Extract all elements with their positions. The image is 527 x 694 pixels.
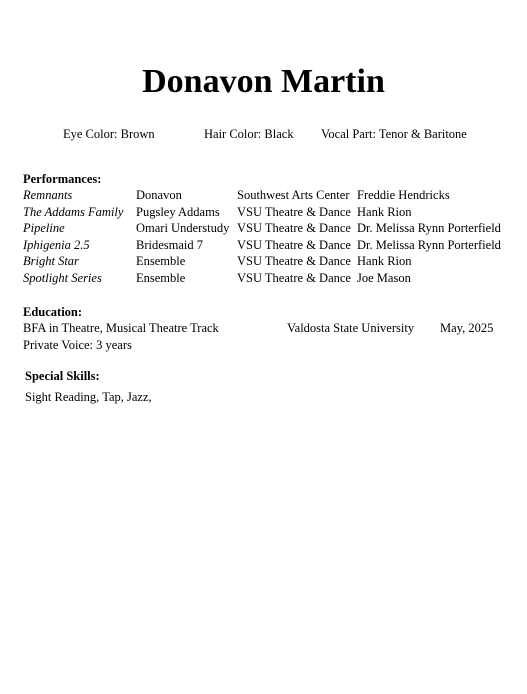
eye-color: Eye Color: Brown [63, 127, 155, 141]
venue: VSU Theatre & Dance [237, 270, 351, 285]
private-voice: Private Voice: 3 years [23, 338, 132, 352]
director: Hank Rion [357, 204, 412, 219]
show-title: Remnants [23, 188, 73, 202]
show-title: Bright Star [23, 254, 79, 268]
venue: VSU Theatre & Dance [237, 204, 351, 219]
performer-name: Donavon Martin [142, 63, 385, 100]
table-row [23, 253, 501, 270]
skills-heading: Special Skills: [25, 369, 100, 383]
vocal-part: Vocal Part: Tenor & Baritone [321, 127, 467, 141]
table-row [23, 204, 501, 221]
venue: VSU Theatre & Dance [237, 221, 351, 235]
education-heading: Education: [23, 305, 83, 319]
director: Joe Mason [357, 270, 411, 285]
role: Ensemble [136, 270, 186, 285]
role: Ensemble [136, 254, 186, 268]
performances-heading: Performances: [23, 172, 102, 186]
table-row [23, 237, 501, 254]
show-title: Iphigenia 2.5 [23, 237, 90, 252]
venue: Southwest Arts Center [237, 188, 350, 202]
show-title: Pipeline [23, 221, 65, 235]
venue: VSU Theatre & Dance [237, 237, 351, 252]
skills-list: Sight Reading, Tap, Jazz, [25, 390, 152, 404]
director: Hank Rion [357, 254, 412, 268]
venue: VSU Theatre & Dance [237, 254, 351, 268]
hair-color: Hair Color: Black [204, 127, 294, 141]
table-row [23, 220, 501, 237]
show-title: Spotlight Series [23, 270, 102, 285]
role: Donavon [136, 188, 182, 202]
degree: BFA in Theatre, Musical Theatre Track [23, 321, 219, 335]
director: Dr. Melissa Rynn Porterfield [357, 237, 501, 252]
role: Omari Understudy [136, 221, 230, 235]
table-row [23, 270, 501, 287]
role: Bridesmaid 7 [136, 237, 204, 252]
table-row [23, 187, 501, 204]
role: Pugsley Addams [136, 204, 220, 219]
director: Freddie Hendricks [357, 188, 450, 202]
school: Valdosta State University [287, 321, 415, 335]
performances-table [23, 187, 501, 286]
graduation-date: May, 2025 [440, 321, 494, 335]
show-title: The Addams Family [23, 204, 124, 219]
director: Dr. Melissa Rynn Porterfield [357, 221, 501, 235]
